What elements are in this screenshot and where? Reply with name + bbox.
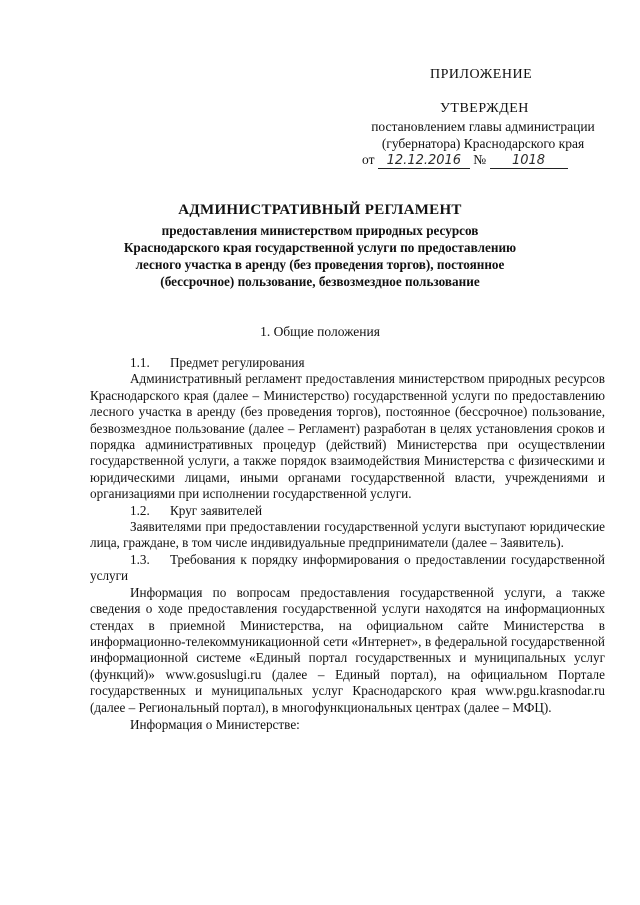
subsection-number: 1.3.: [130, 551, 150, 567]
title-sub-line: предоставления министерством природных ресурсов: [161, 223, 479, 238]
date-number-line: [362, 152, 612, 169]
subsection-heading-1-1: [90, 355, 605, 371]
approved-label: УТВЕРЖДЕН: [440, 101, 529, 116]
appendix-label: ПРИЛОЖЕНИЕ: [430, 67, 533, 82]
subsection-heading-1-2: [90, 503, 605, 519]
section-heading: 1. Общие положения: [260, 324, 380, 339]
paragraph-ministry-info: Информация о Министерстве:: [130, 716, 300, 732]
approved-by: [358, 118, 608, 152]
handwritten-date: 12.12.2016: [378, 153, 470, 169]
approved-by-line-2: (губернатора) Краснодарского края: [381, 136, 585, 151]
paragraph-1-1: Административный регламент предоставления министерством природных ресурсов Краснодарского края (далее – Министерство) государственной услуги по предоставлению лесного участка в аренду (без проведения торгов), постоянное (бессрочное) пользование, безвозмездное пользование (далее – Регламент) разработан в целях установления сроков и порядка административных процедур (действий) Министерства при осуществлении государственной услуги, а также порядок взаимодействия Министерства с физическими и юридическими лицами, иными органами государственной власти, учреждениями и организациями при исполнении государственной услуги.: [90, 371, 605, 502]
subsection-title: Предмет регулирования: [170, 355, 305, 370]
subsection-title: Требования к порядку информирования о предоставлении государственной услуги: [90, 551, 605, 584]
subsection-heading-1-3: [90, 552, 605, 585]
document-title: [80, 202, 560, 290]
paragraph-1-3: Информация по вопросам предоставления государственной услуги, а также сведения о ходе предоставления государственной услуги находятся на информационных стендах в приемной Министерства, на официальном сайте Министерства в информационно-телекоммуникационной сети «Интернет», в федеральной государственной информационной системе «Единый портал государственных и муниципальных услуг (функций)» www.gosuslugi.ru (далее – Единый портал), на официальном Портале государственных и муниципальных услуг Краснодарского края www.pgu.krasnodar.ru (далее – Региональный портал), в многофункциональных центрах (далее – МФЦ).: [90, 584, 605, 715]
number-label: №: [473, 152, 487, 167]
title-sub-line: (бессрочное) пользование, безвозмездное пользование: [160, 274, 480, 289]
subsection-title: Круг заявителей: [170, 502, 263, 518]
subsection-number: 1.2.: [130, 502, 150, 518]
document-body: [90, 355, 605, 733]
paragraph-1-2: Заявителями при предоставлении государственной услуги выступают юридические лица, граждане, в том числе индивидуальные предприниматели (далее – Заявитель).: [90, 519, 605, 551]
approved-by-line-1: постановлением главы администрации: [371, 119, 595, 134]
subsection-number: 1.1.: [130, 355, 150, 370]
title-subtitle: [80, 222, 560, 290]
title-sub-line: Краснодарского края государственной услуги по предоставлению: [123, 240, 517, 255]
handwritten-number: 1018: [490, 153, 568, 169]
title-main: АДМИНИСТРАТИВНЫЙ РЕГЛАМЕНТ: [178, 202, 462, 218]
title-sub-line: лесного участка в аренду (без проведения торгов), постоянное: [135, 257, 505, 272]
from-label: от: [362, 152, 375, 167]
